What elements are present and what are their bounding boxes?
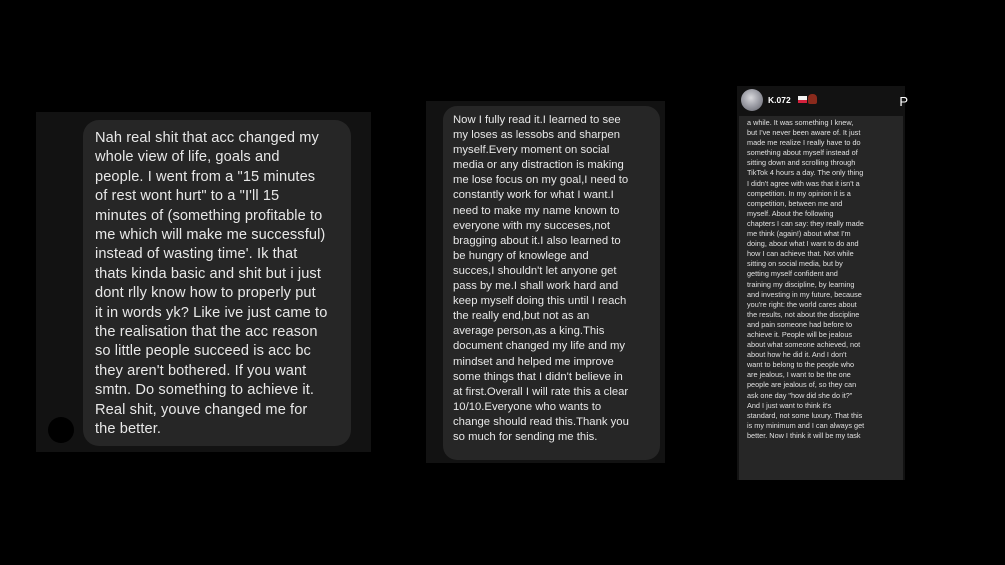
screenshot-2 [426, 101, 665, 463]
poland-flag-icon [798, 96, 807, 103]
corner-glyph: P [899, 94, 908, 109]
emoji-icon [808, 94, 817, 104]
message-bubble[interactable]: a while. It was something I knew, but I've never been aware of. It just made me realize I really have to do something about myself instead of sitting down and scrolling through TikTok 4 hours a day. The only thing I didn't agree with was that it isn't a competition. In my opinion it is a competition, between me and myself. About the following chapters I can say: they really made me think (again!) about what I'm doing, about what I want to do and how I can achieve that. Not while sitting on social media, but by getting myself confident and training my discipline, by learning and investing in my future, because you're right: the world cares about the results, not about the discipline and pain someone had before to achieve it. People will be jealous about what someone achieved, not about how he did it. And I don't want to belong to the people who are jealous, I want to be the one people are jealous of, so they can ask one day "how did she do it?" And I just want to think it's standard, not some luxury. That this is my minimum and I can always get better. Now I think it will be my task [739, 116, 903, 480]
message-bubble[interactable]: Now I fully read it.I learned to see my loses as lessobs and sharpen myself.Every moment on social media or any distraction is making me lose focus on my goal,I need to constantly work for what I want.I need to make my name known to everyone with my succeses,not bragging about it.I also learned to be hungry of knowlege and succes,I shouldn't let anyone get pass by me.I shall work hard and keep myself doing this until I reach the really end,but not as an average person,as a king.This document changed my life and my mindset and helped me improve some things that I didn't believe in at first.Overall I will rate this a clear 10/10.Everyone who wants to change should read this.Thank you so much for sending me this. [443, 106, 660, 460]
screenshot-1 [36, 112, 371, 452]
avatar[interactable] [741, 89, 763, 111]
chat-header [737, 86, 908, 116]
avatar-icon[interactable] [48, 417, 74, 443]
message-bubble[interactable]: Nah real shit that acc changed my whole view of life, goals and people. I went from a "15 minutes of rest wont hurt" to a "I'll 15 minutes of (something profitable to me which will make me successful) instead of wasting time'. Ik that thats kinda basic and shit but i just dont rlly know how to properly put it in words yk? Like ive just came to the realisation that the acc reason so little people succeed is acc bc they aren't bothered. If you want smtn. Do something to achieve it. Real shit, youve changed me for the better. [83, 120, 351, 446]
username[interactable]: K.072 [768, 95, 791, 105]
screenshot-3 [737, 86, 908, 480]
